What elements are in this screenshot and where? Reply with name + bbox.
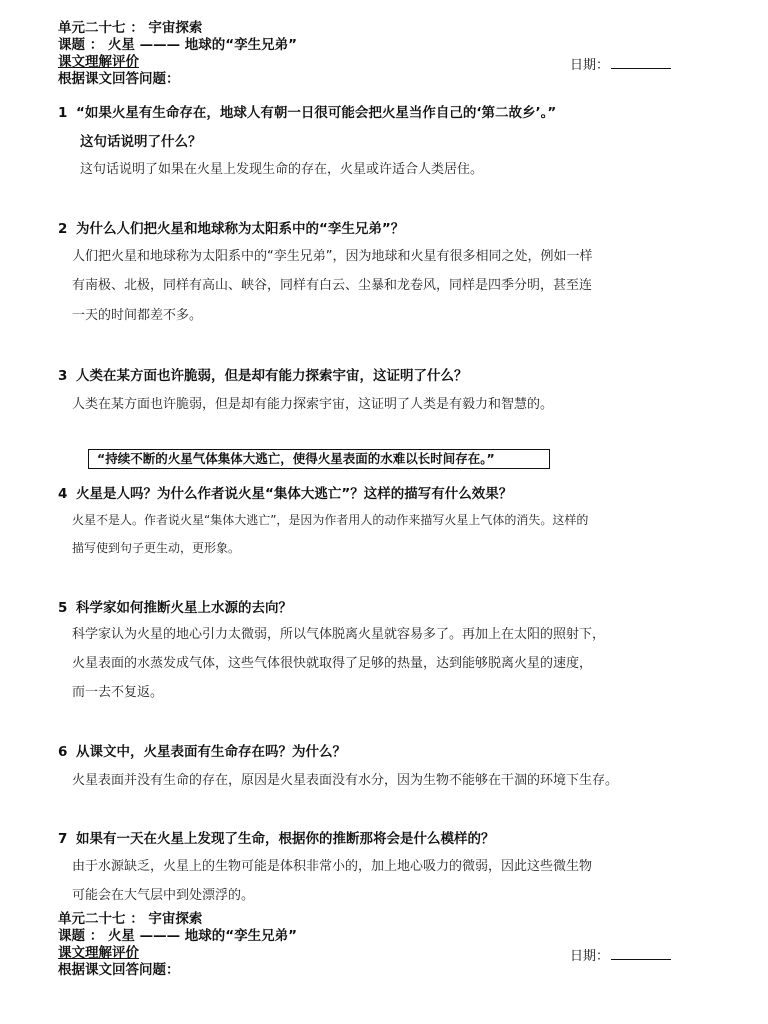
- lesson-title: 课题 ： 火星 ——— 地球的“孪生兄弟”: [58, 37, 298, 53]
- instruction: 根据课文回答问题：: [58, 71, 180, 87]
- answer-1-line-1: 这句话说明了如果在火星上发现生命的存在，火星或许适合人类居住。: [80, 162, 484, 177]
- answer-5-line-1: 科学家认为火星的地心引力太微弱，所以气体脱离火星就容易多了。再加上在太阳的照射下，: [72, 627, 606, 642]
- footer-lesson-title: 课题 ： 火星 ——— 地球的“孪生兄弟”: [58, 928, 298, 944]
- footer-date-blank: [611, 947, 671, 960]
- question-text: “如果火星有生命存在，地球人有朝一日很可能会把火星当作自己的‘第二故乡’。”: [76, 105, 557, 121]
- footer-unit-title: 单元二十七 ： 宇宙探索: [58, 911, 203, 927]
- question-3: [58, 364, 468, 384]
- question-7: [58, 827, 495, 847]
- footer-section-title: 课文理解评价: [58, 945, 139, 961]
- footer-date-label: 日期：: [570, 949, 610, 964]
- question-text: 人类在某方面也许脆弱，但是却有能力探索宇宙，这证明了什么？: [76, 368, 468, 384]
- answer-7-line-2: 可能会在大气层中到处漂浮的。: [72, 888, 255, 903]
- question-text: 科学家如何推断火星上水源的去向？: [76, 600, 292, 616]
- answer-4-line-2: 描写使到句子更生动，更形象。: [72, 541, 241, 555]
- question-number: 2: [58, 221, 68, 237]
- answer-2-line-1: 人们把火星和地球称为太阳系中的“孪生兄弟”，因为地球和火星有很多相同之处，例如一样: [72, 249, 593, 264]
- question-number: 3: [58, 368, 68, 384]
- date-blank: [611, 56, 671, 69]
- footer-date-field: [570, 945, 671, 964]
- question-2: [58, 217, 404, 237]
- footer-instruction: 根据课文回答问题：: [58, 962, 180, 978]
- question-number: 5: [58, 600, 68, 616]
- answer-6-line-1: 火星表面并没有生命的存在，原因是火星表面没有水分，因为生物不能够在干涸的环境下生存。: [72, 773, 619, 788]
- answer-5-line-3: 而一去不复返。: [72, 685, 164, 700]
- answer-4-line-1: 火星不是人。作者说火星“集体大逃亡”，是因为作者用人的动作来描写火星上气体的消失。这样的: [72, 513, 589, 527]
- section-title: 课文理解评价: [58, 54, 139, 70]
- question-text: 从课文中，火星表面有生命存在吗？为什么？: [76, 744, 346, 760]
- question-6: [58, 740, 346, 760]
- question-text: 为什么人们把火星和地球称为太阳系中的“孪生兄弟”？: [76, 221, 405, 237]
- question-text: 如果有一天在火星上发现了生命，根据你的推断那将会是什么模样的？: [76, 831, 495, 847]
- unit-title: 单元二十七 ： 宇宙探索: [58, 20, 203, 36]
- question-5: [58, 596, 292, 616]
- question-number: 6: [58, 744, 68, 760]
- quote-box: “持续不断的火星气体集体大逃亡，使得火星表面的水难以长时间存在。”: [88, 449, 550, 469]
- question-number: 7: [58, 831, 68, 847]
- question-number: 4: [58, 486, 68, 502]
- question-number: 1: [58, 105, 68, 121]
- answer-2-line-3: 一天的时间都差不多。: [72, 308, 203, 323]
- question-1: [58, 101, 556, 121]
- date-label: 日期：: [570, 58, 610, 73]
- question-4: [58, 482, 512, 502]
- answer-7-line-1: 由于水源缺乏，火星上的生物可能是体积非常小的，加上地心吸力的微弱，因此这些微生物: [72, 859, 593, 874]
- question-1-line2: 这句话说明了什么？: [80, 134, 202, 150]
- question-text: 火星是人吗？为什么作者说火星“集体大逃亡”？这样的描写有什么效果？: [76, 486, 513, 502]
- answer-2-line-2: 有南极、北极，同样有高山、峡谷，同样有白云、尘暴和龙卷风，同样是四季分明，甚至连: [72, 278, 593, 293]
- answer-5-line-2: 火星表面的水蒸发成气体，这些气体很快就取得了足够的热量，达到能够脱离火星的速度，: [72, 656, 593, 671]
- date-field: [570, 54, 671, 73]
- answer-3-line-1: 人类在某方面也许脆弱，但是却有能力探索宇宙，这证明了人类是有毅力和智慧的。: [72, 397, 554, 412]
